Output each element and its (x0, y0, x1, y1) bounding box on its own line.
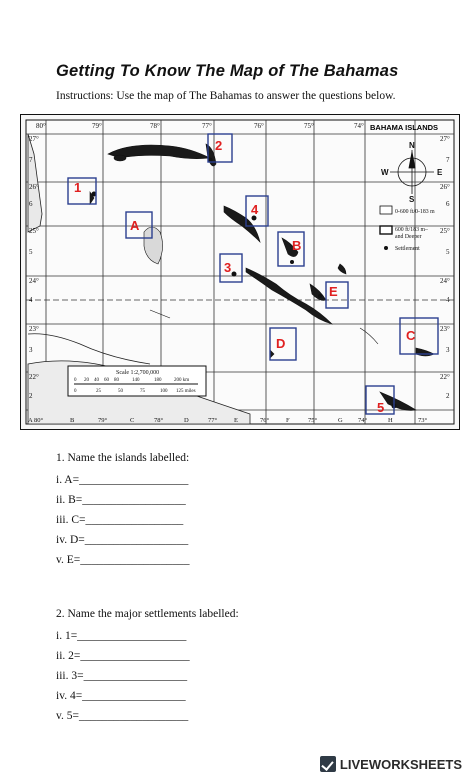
scale-km: 140 (132, 378, 140, 383)
map-label-d: D (276, 336, 286, 351)
left-lat: 27° (29, 135, 39, 143)
right-lat: 27° (440, 135, 450, 143)
liveworksheets-logo (320, 756, 462, 772)
answer-line-b[interactable]: ii. B=__________________ (56, 494, 186, 506)
bottom-degree: D (184, 417, 189, 424)
map-label-3: 3 (224, 260, 232, 275)
scale-mile: 25 (96, 389, 101, 394)
bottom-degree: 75° (308, 417, 318, 424)
scale-km: 20 (84, 378, 89, 383)
top-degree: 76° (254, 122, 264, 130)
scale-title: Scale 1:2,700,000 (116, 370, 160, 376)
scale-mile: 100 (160, 389, 168, 394)
right-lat: 22° (440, 373, 450, 381)
bottom-degree: 77° (208, 417, 218, 424)
compass-east: E (437, 168, 443, 177)
right-letter: 5 (446, 248, 450, 256)
right-lat: 23° (440, 325, 450, 333)
bottom-degree: E (234, 417, 238, 424)
bottom-degree: G (338, 417, 343, 424)
bottom-degree: 78° (154, 417, 164, 424)
scale-km: 0 (74, 378, 77, 383)
bottom-degree: F (286, 417, 290, 424)
scale-km: 200 km (174, 378, 190, 383)
map-label-e: E (329, 284, 338, 299)
bottom-degree: A 80° (28, 417, 44, 424)
left-lat: 26° (29, 183, 39, 191)
answer-line-3[interactable]: iii. 3=__________________ (56, 670, 188, 682)
answer-line-4[interactable]: iv. 4=__________________ (56, 690, 186, 702)
bottom-degree: 76° (260, 417, 270, 424)
bottom-degree: 79° (98, 417, 108, 424)
map-label-4: 4 (251, 202, 259, 217)
map-label-c: C (406, 328, 416, 343)
top-degree: 80° (36, 122, 46, 130)
legend-deep: 600 ft/183 m– (395, 227, 428, 233)
top-degree: 78° (150, 122, 160, 130)
compass-north: N (409, 141, 415, 150)
legend-shallow: 0-600 ft/0-183 m (395, 209, 435, 215)
scale-mile: 125 miles (176, 389, 196, 394)
scale-km: 180 (154, 378, 162, 383)
question2-prompt: 2. Name the major settlements labelled: (56, 608, 239, 620)
bottom-degree: B (70, 417, 75, 424)
top-degree: 74° (354, 122, 364, 130)
right-lat: 24° (440, 277, 450, 285)
answer-line-e[interactable]: v. E=___________________ (56, 554, 190, 566)
liveworksheets-check-icon (320, 756, 336, 772)
bottom-degree: 74° (358, 417, 368, 424)
scale-mile: 50 (118, 389, 123, 394)
left-letter: 7 (29, 156, 33, 164)
map-label-2: 2 (215, 138, 223, 153)
map-heading: BAHAMA ISLANDS (370, 123, 439, 132)
scale-km: 60 (104, 378, 109, 383)
scale-km: 80 (114, 378, 119, 383)
map-label-a: A (130, 218, 140, 233)
left-lat: 24° (29, 277, 39, 285)
scale-mile: 75 (140, 389, 145, 394)
compass-south: S (409, 195, 415, 204)
scale-mile: 0 (74, 389, 77, 394)
right-lat: 26° (440, 183, 450, 191)
bahamas-map (20, 114, 460, 430)
left-letter: 6 (29, 200, 33, 208)
instructions-text: Instructions: Use the map of The Bahamas to answer the questions below. (56, 90, 396, 102)
left-lat: 22° (29, 373, 39, 381)
scale-km: 40 (94, 378, 99, 383)
map-label-1: 1 (74, 180, 82, 195)
question1-prompt: 1. Name the islands labelled: (56, 452, 190, 464)
right-letter: 3 (446, 346, 450, 354)
right-letter: 6 (446, 200, 450, 208)
left-lat: 23° (29, 325, 39, 333)
top-degree: 77° (202, 122, 212, 130)
footer-brand: LIVEWORKSHEETS (339, 756, 462, 772)
bottom-degree: C (130, 417, 135, 424)
top-degree: 79° (92, 122, 102, 130)
left-letter: 4 (29, 296, 33, 304)
right-letter: 2 (446, 392, 450, 400)
compass-west: W (381, 168, 389, 177)
right-letter: 7 (446, 156, 450, 164)
answer-line-5[interactable]: v. 5=___________________ (56, 710, 189, 722)
right-letter: 4 (446, 296, 450, 304)
legend-settlement: Settlement (395, 246, 420, 252)
left-letter: 5 (29, 248, 33, 256)
answer-line-d[interactable]: iv. D=__________________ (56, 534, 189, 546)
bottom-degree: H (388, 417, 393, 424)
answer-line-2[interactable]: ii. 2=___________________ (56, 650, 190, 662)
legend-deep-2: and Deeper (395, 234, 422, 240)
left-letter: 3 (29, 346, 33, 354)
bottom-degree: 73° (418, 417, 428, 424)
map-label-5: 5 (377, 400, 385, 415)
left-lat: 25° (29, 227, 39, 235)
left-letter: 2 (29, 392, 33, 400)
map-label-b: B (292, 238, 302, 253)
right-lat: 25° (440, 227, 450, 235)
answer-line-c[interactable]: iii. C=_________________ (56, 514, 184, 526)
top-degree: 75° (304, 122, 314, 130)
answer-line-a[interactable]: i. A=___________________ (56, 474, 189, 486)
worksheet-title: Getting To Know The Map of The Bahamas (56, 62, 399, 80)
answer-line-1[interactable]: i. 1=___________________ (56, 630, 187, 642)
